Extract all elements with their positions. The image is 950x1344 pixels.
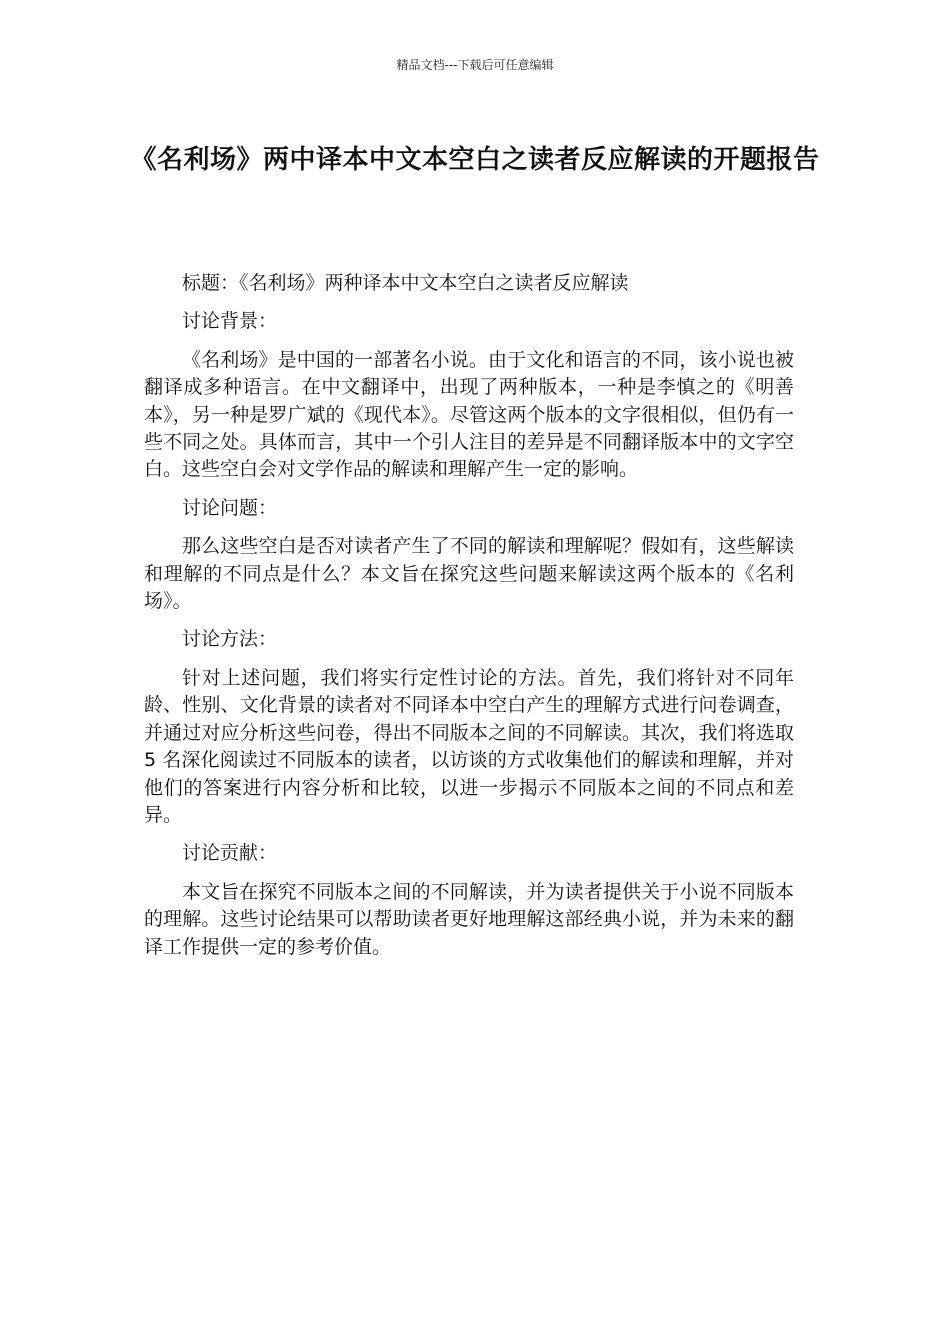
document-body	[144, 270, 794, 972]
section-heading-background: 讨论背景：	[182, 310, 278, 333]
section-heading-contribution: 讨论贡献：	[182, 842, 278, 865]
section-heading-question: 讨论问题：	[182, 496, 278, 519]
section-heading-method: 讨论方法：	[182, 628, 278, 651]
document-title: 《名利场》两中译本中文本空白之读者反应解读的开题报告	[130, 145, 820, 175]
section-body-method: 针对上述问题，我们将实行定性讨论的方法。首先，我们将针对不同年龄、性别、文化背景的读者对不同译本中空白产生的理解方式进行问卷调查，并通过对应分析这些问卷，得出不同版本之间的不同解读。其次，我们将选取 5 名深化阅读过不同版本的读者，以访谈的方式收集他们的解读和理解，并对他们的答案进行内容分析和比较，以进一步揭示不同版本之间的不同点和差异。	[144, 666, 794, 826]
section-body-contribution: 本文旨在探究不同版本之间的不同解读，并为读者提供关于小说不同版本的理解。这些讨论结果可以帮助读者更好地理解这部经典小说，并为未来的翻译工作提供一定的参考价值。	[144, 880, 794, 958]
section-body-background: 《名利场》是中国的一部著名小说。由于文化和语言的不同，该小说也被翻译成多种语言。在中文翻译中，出现了两种版本，一种是李慎之的《明善本》，另一种是罗广斌的《现代本》。尽管这两个版本的文字很相似，但仍有一些不同之处。具体而言，其中一个引人注目的差异是不同翻译版本中的文字空白。这些空白会对文学作品的解读和理解产生一定的影响。	[144, 348, 794, 481]
subject-line: 标题：《名利场》两种译本中文本空白之读者反应解读	[182, 272, 629, 294]
section-body-question: 那么这些空白是否对读者产生了不同的解读和理解呢？假如有，这些解读和理解的不同点是什么？本文旨在探究这些问题来解读这两个版本的《名利场》。	[144, 535, 794, 613]
header-note: 精品文档---下载后可任意编辑	[396, 58, 554, 72]
